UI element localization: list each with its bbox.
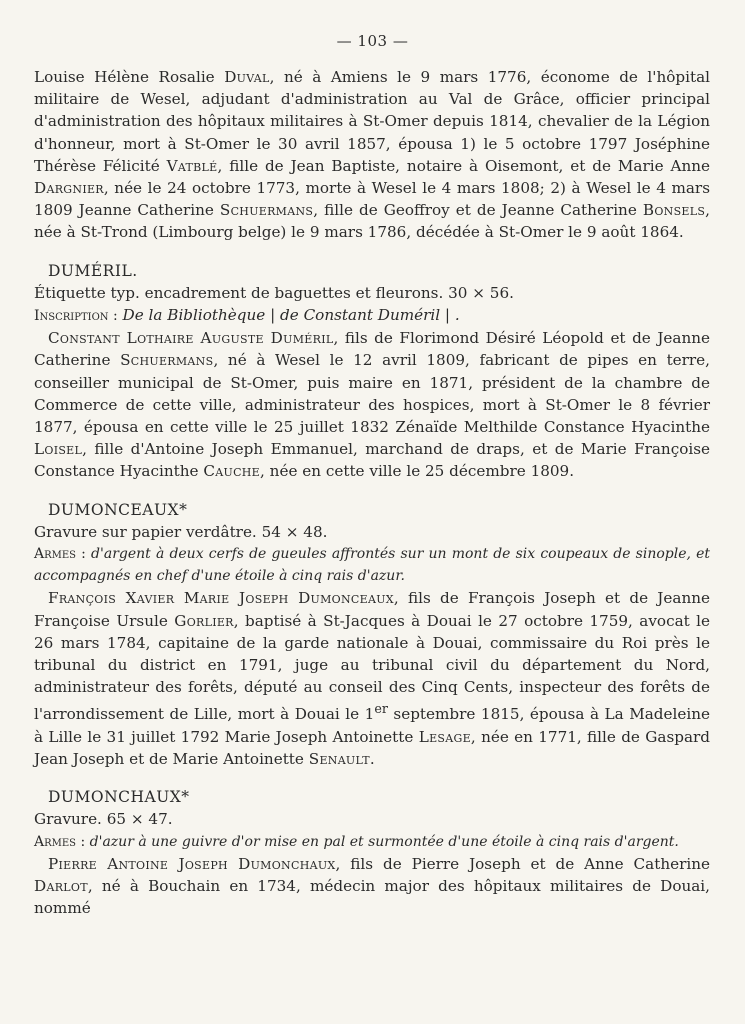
person-name: Constant Lothaire Auguste Duméril (48, 329, 334, 348)
surname: Senault (308, 749, 370, 768)
surname: Gorlier (174, 611, 234, 630)
entry-heading: DUMÉRIL. (48, 261, 138, 280)
inscription-label: Inscription : (34, 308, 118, 325)
entry-inscription: Inscription : De la Bibliothèque | de Constant Duméril | . (34, 306, 460, 325)
entry-armes: Armes : d'azur à une guivre d'or mise en pal et surmontée d'une étoile à cinq rais d'argent. (34, 833, 679, 850)
surname: Dargnier (34, 179, 104, 198)
surname: Schuermans (120, 351, 214, 370)
surname: Duval (224, 68, 270, 86)
surname: Bonsels (642, 201, 706, 220)
surname: Loisel (34, 440, 83, 459)
page-body (34, 66, 710, 919)
entry-description: Étiquette typ. encadrement de baguettes et fleurons. 30 × 56. (34, 283, 514, 302)
entry-biography: Pierre Antoine Joseph Dumonchaux, fils de Pierre Joseph et de Anne Catherine Darlot, né à Bouchain en 1734, médecin major des hôpitaux militaires de Douai, nommé (34, 854, 710, 918)
surname: Darlot (34, 876, 88, 895)
entry-description: Gravure sur papier verdâtre. 54 × 48. (34, 522, 328, 541)
page-number: — 103 — (336, 32, 409, 50)
person-name: Pierre Antoine Joseph Dumonchaux (48, 854, 336, 873)
entry-heading: DUMONCEAUX* (48, 500, 188, 519)
entry-dumonceaux (34, 499, 710, 771)
entry-biography: Constant Lothaire Auguste Duméril, fils de Florimond Désiré Léopold et de Jeanne Catherine Schuermans, né à Wesel le 12 avril 1809, fabricant de pipes en terre, conseiller municipal de St-Omer, puis maire en 1871, président de la chambre de Commerce de cette ville, administrateur des hospices, mort à St-Omer le 8 février 1877, épousa en cette ville le 25 juillet 1832 Zénaïde Melthilde Constance Hyacinthe Loisel, fille d'Antoine Joseph Emmanuel, marchand de draps, et de Marie Françoise Constance Hyacinthe Cauche, née en cette ville le 25 décembre 1809. (34, 329, 711, 481)
armes-label: Armes : (34, 833, 86, 850)
surname: Schuermans (219, 201, 314, 220)
surname: Cauche (203, 462, 261, 481)
armes-label: Armes : (34, 546, 86, 563)
entry-biography: François Xavier Marie Joseph Dumonceaux, fils de François Joseph et de Jeanne Françoise Ursule Gorlier, baptisé à St-Jacques à Douai le 27 octobre 1759, avocat le 26 mars 1784, capitaine de la garde nationale à Douai, commissaire du Roi près le tribunal du district en 1791, juge au tribunal civil du département du Nord, administrateur des forêts, député au conseil des Cinq Cents, inspecteur des forêts de l'arrondissement de Lille, mort à Douai le 1er septembre 1815, épousa à La Madeleine à Lille le 31 juillet 1792 Marie Joseph Antoinette Lesage, née en 1771, fille de Gaspard Jean Joseph et de Marie Antoinette Senault. (34, 589, 710, 768)
entry-heading: DUMONCHAUX* (48, 788, 190, 807)
surname: Lesage (418, 727, 471, 746)
surname: Vatblé (166, 156, 218, 175)
entry-description: Gravure. 65 × 47. (34, 810, 173, 829)
entry-dumonchaux (34, 786, 710, 919)
continuation-paragraph: Louise Hélène Rosalie Duval, né à Amiens le 9 mars 1776, économe de l'hôpital militaire de Wesel, adjudant d'administration au Val de Grâce, officier principal d'administration des hôpitaux militaires à St-Omer depuis 1814, chevalier de la Légion d'honneur, mort à St-Omer le 30 avril 1857, épousa 1) le 5 octobre 1797 Joséphine Thérèse Félicité Vatblé, fille de Jean Baptiste, notaire à Oisemont, et de Marie Anne Dargnier, née le 24 octobre 1773, morte à Wesel le 4 mars 1808; 2) à Wesel le 4 mars 1809 Jeanne Catherine Schuermans, fille de Geoffroy et de Jeanne Catherine Bonsels, née à St-Trond (Limbourg belge) le 9 mars 1786, décédée à St-Omer le 9 août 1864. (34, 68, 710, 242)
person-name: François Xavier Marie Joseph Dumonceaux (48, 589, 394, 608)
entry-dumeril (34, 260, 710, 483)
entry-armes: Armes : d'argent à deux cerfs de gueules affrontés sur un mont de six coupeaux de sinople, et accompagnés en chef d'une étoile à cinq rais d'azur. (34, 546, 710, 585)
